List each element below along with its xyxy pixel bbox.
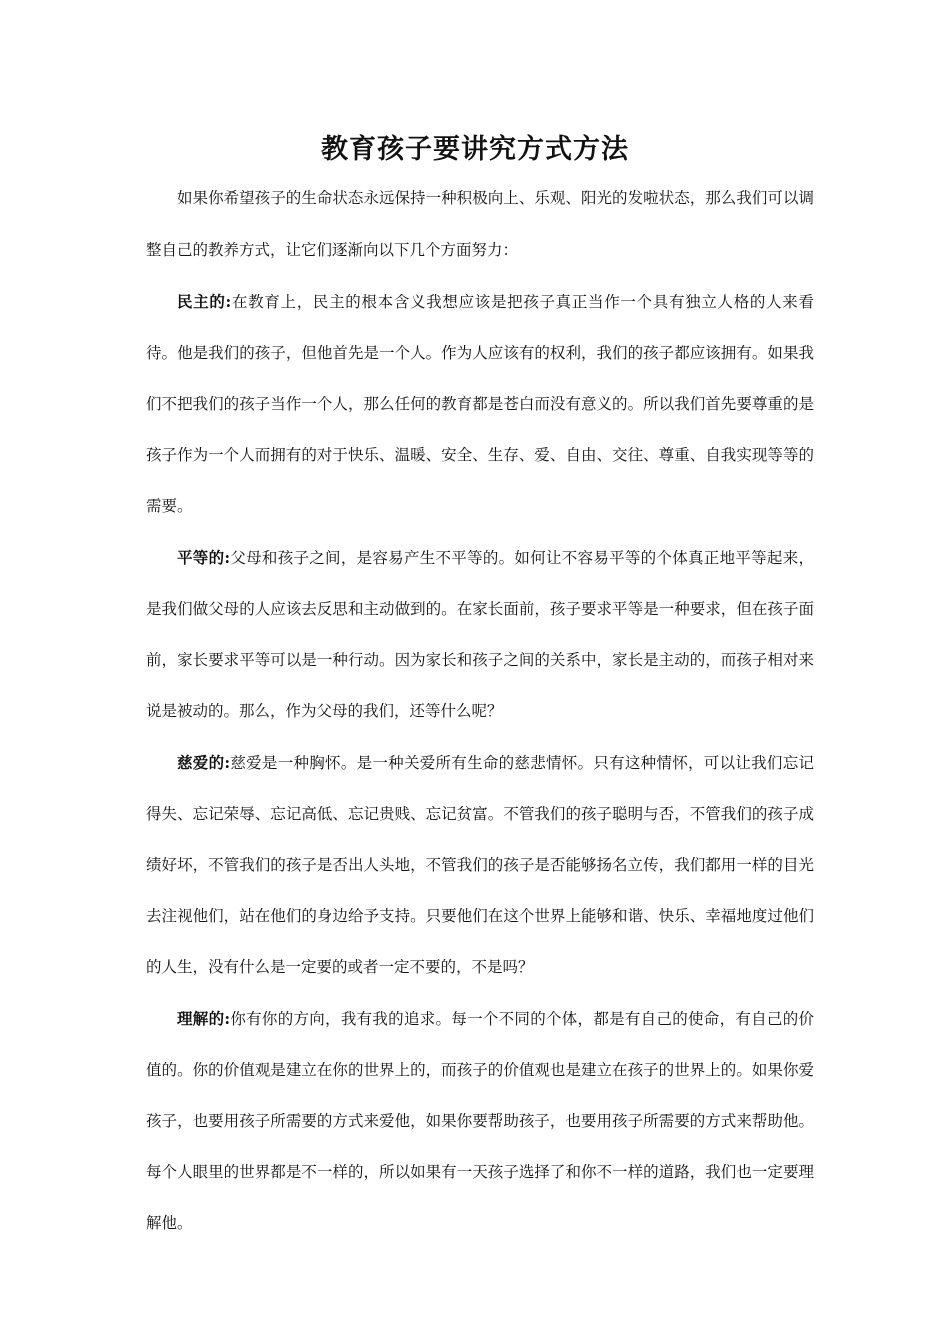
section-heading: 平等的:: [177, 548, 231, 567]
section-heading: 慈爱的:: [177, 753, 231, 772]
section-heading: 理解的:: [177, 1009, 231, 1028]
section-equal: [146, 532, 814, 737]
section-text: 慈爱是一种胸怀。是一种关爱所有生命的慈悲情怀。只有这种情怀，可以让我们忘记得失、忘记荣辱、忘记高低、忘记贵贱、忘记贫富。不管我们的孩子聪明与否，不管我们的孩子成绩好坏，不管我们的孩子是否出人头地，不管我们的孩子是否能够扬名立传，我们都用一样的目光去注视他们，站在他们的身边给予支持。只要他们在这个世界上能够和谐、快乐、幸福地度过他们的人生，没有什么是一定要的或者一定不要的，不是吗？: [146, 754, 814, 976]
section-democratic: [146, 276, 814, 532]
section-loving: [146, 737, 814, 993]
section-understanding: [146, 993, 814, 1249]
section-text: 父母和孩子之间，是容易产生不平等的。如何让不容易平等的个体真正地平等起来，是我们做父母的人应该去反思和主动做到的。在家长面前，孩子要求平等是一种要求，但在孩子面前，家长要求平等可以是一种行动。因为家长和孩子之间的关系中，家长是主动的，而孩子相对来说是被动的。那么，作为父母的我们，还等什么呢？: [146, 549, 814, 720]
document-body: [146, 172, 814, 1249]
page-title: 教育孩子要讲究方式方法: [321, 134, 629, 165]
intro-paragraph: 如果你希望孩子的生命状态永远保持一种积极向上、乐观、阳光的发啦状态，那么我们可以调整自己的教养方式，让它们逐渐向以下几个方面努力：: [146, 189, 814, 259]
section-text: 在教育上，民主的根本含义我想应该是把孩子真正当作一个具有独立人格的人来看待。他是我们的孩子，但他首先是一个人。作为人应该有的权利，我们的孩子都应该拥有。如果我们不把我们的孩子当作一个人，那么任何的教育都是苍白而没有意义的。所以我们首先要尊重的是孩子作为一个人而拥有的对于快乐、温暖、安全、生存、爱、自由、交往、尊重、自我实现等等的需要。: [146, 293, 814, 515]
section-heading: 民主的:: [177, 292, 232, 311]
section-text: 你有你的方向，我有我的追求。每一个不同的个体，都是有自己的使命，有自己的价值的。你的价值观是建立在你的世界上的，而孩子的价值观也是建立在孩子的世界上的。如果你爱孩子，也要用孩子所需要的方式来爱他，如果你要帮助孩子，也要用孩子所需要的方式来帮助他。每个人眼里的世界都是不一样的，所以如果有一天孩子选择了和你不一样的道路，我们也一定要理解他。: [146, 1010, 814, 1232]
